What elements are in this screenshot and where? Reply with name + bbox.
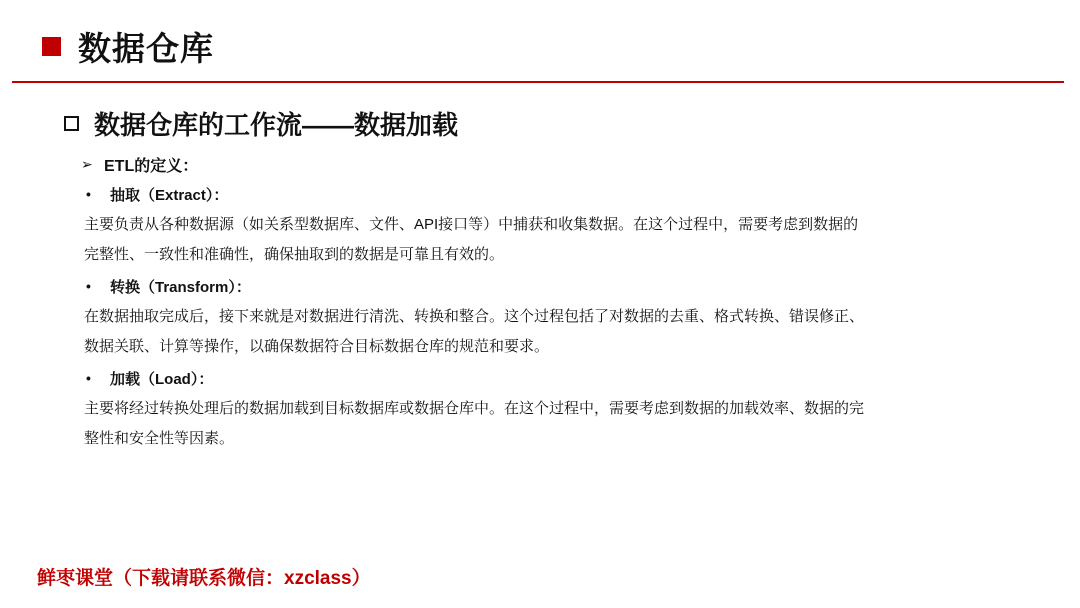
footer-watermark: 鲜枣课堂（下载请联系微信：xzclass） [37, 568, 371, 589]
slide-body [82, 150, 932, 454]
header-divider [12, 81, 1064, 83]
dot-bullet-icon: • [86, 186, 91, 202]
bullet-transform [82, 270, 932, 302]
slide-title: 数据仓库 [78, 29, 214, 67]
slide-header [42, 24, 214, 68]
arrow-bullet-icon: ➢ [81, 155, 93, 172]
section-heading [64, 104, 458, 142]
transform-description-line: 数据关联、计算等操作，以确保数据符合目标数据仓库的规范和要求。 [84, 338, 550, 355]
hollow-square-icon [64, 116, 79, 131]
filled-square-icon [42, 37, 61, 56]
bullet-extract-label: 抽取（Extract）： [110, 186, 229, 204]
bullet-extract [82, 178, 932, 210]
extract-description-line: 完整性、一致性和准确性，确保抽取到的数据是可靠且有效的。 [84, 246, 505, 263]
extract-description-line: 主要负责从各种数据源（如关系型数据库、文件、API接口等）中捕获和收集数据。在这个过程中，需要考虑到数据的 [84, 216, 859, 233]
dot-bullet-icon: • [86, 278, 91, 294]
etl-heading-text: ETL的定义： [104, 157, 199, 175]
transform-description-line: 在数据抽取完成后，接下来就是对数据进行清洗、转换和整合。这个过程包括了对数据的去重、格式转换、错误修正、 [84, 308, 865, 325]
load-description-line: 主要将经过转换处理后的数据加载到目标数据库或数据仓库中。在这个过程中，需要考虑到数据的加载效率、数据的完 [84, 400, 865, 417]
load-description-line: 整性和安全性等因素。 [84, 430, 235, 447]
bullet-load [82, 362, 932, 394]
bullet-load-label: 加载（Load）： [110, 370, 214, 388]
bullet-transform-label: 转换（Transform）： [110, 278, 251, 296]
section-heading-text: 数据仓库的工作流——数据加载 [94, 109, 459, 140]
etl-heading [82, 150, 932, 178]
dot-bullet-icon: • [86, 370, 91, 386]
